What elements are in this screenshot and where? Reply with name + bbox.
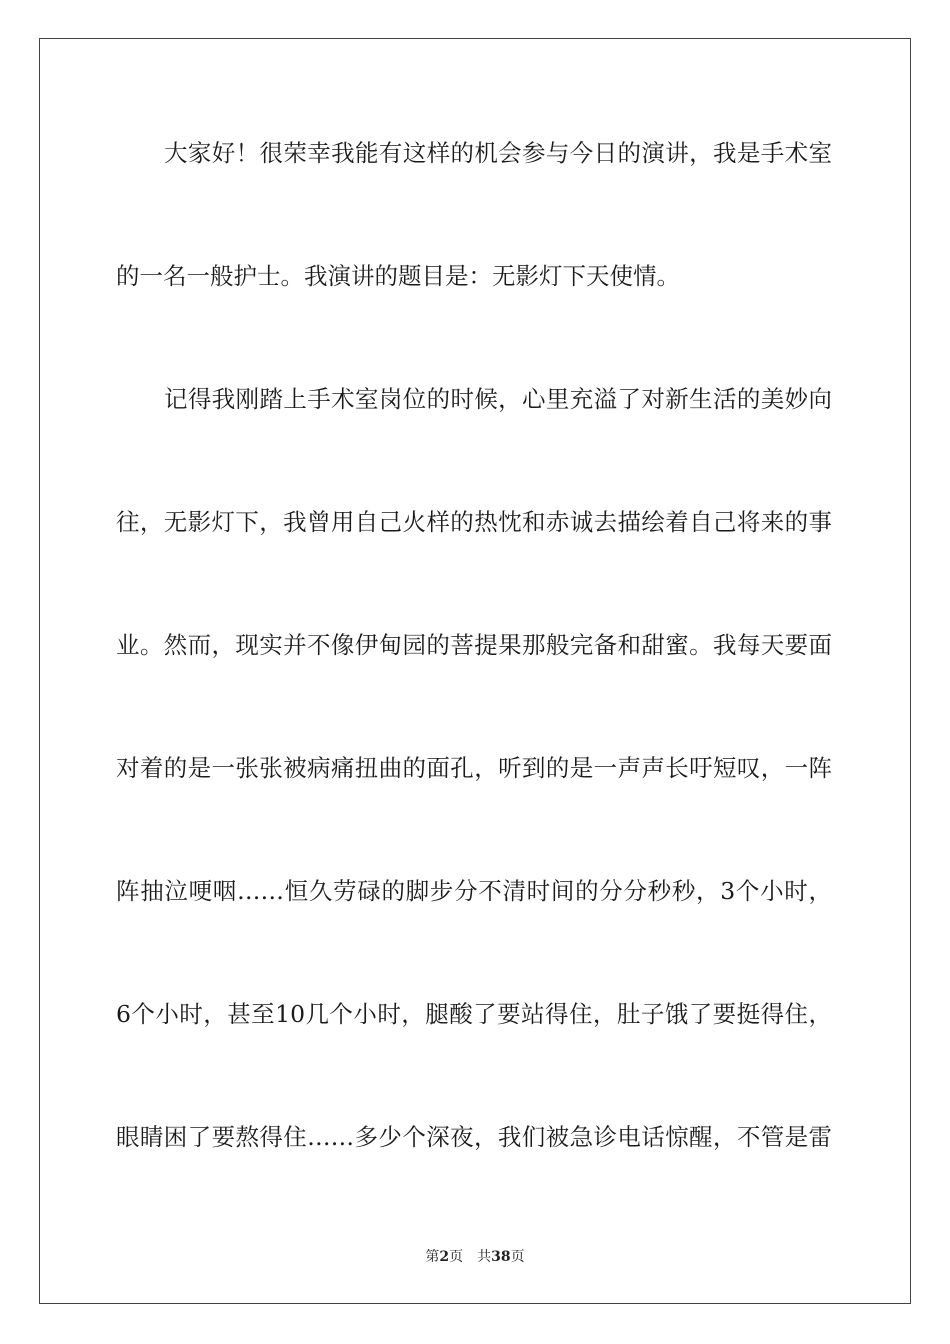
paragraph-2-line-2: 往，无影灯下，我曾用自己火样的热忱和赤诚去描绘着自己将来的事 xyxy=(116,508,832,536)
footer-page-suffix: 页 xyxy=(449,1249,464,1265)
paragraph-2-line-6: 6个小时，甚至10几个小时，腿酸了要站得住，肚子饿了要挺得住， xyxy=(116,1000,832,1028)
page-footer xyxy=(0,1248,950,1266)
paragraph-2-line-3: 业。然而，现实并不像伊甸园的菩提果那般完备和甜蜜。我每天要面 xyxy=(116,631,832,659)
paragraph-2-line-5: 阵抽泣哽咽……恒久劳碌的脚步分不清时间的分分秒秒，3个小时， xyxy=(116,877,832,905)
footer-page-total: 38 xyxy=(491,1249,511,1265)
page-border xyxy=(39,38,911,1304)
paragraph-2-line-7: 眼睛困了要熬得住……多少个深夜，我们被急诊电话惊醒，不管是雷 xyxy=(116,1123,832,1151)
paragraph-1-line-1: 大家好！很荣幸我能有这样的机会参与今日的演讲，我是手术室 xyxy=(164,139,832,167)
paragraph-1-line-2: 的一名一般护士。我演讲的题目是：无影灯下天使情。 xyxy=(116,262,680,290)
footer-page-current: 2 xyxy=(439,1249,450,1265)
footer-page-prefix: 第 xyxy=(425,1249,440,1265)
paragraph-2-line-4: 对着的是一张张被病痛扭曲的面孔，听到的是一声声长吁短叹，一阵 xyxy=(116,754,832,782)
footer-total-suffix: 页 xyxy=(510,1249,525,1265)
paragraph-2-line-1: 记得我刚踏上手术室岗位的时候，心里充溢了对新生活的美妙向 xyxy=(164,385,832,413)
footer-total-prefix: 共 xyxy=(477,1249,492,1265)
